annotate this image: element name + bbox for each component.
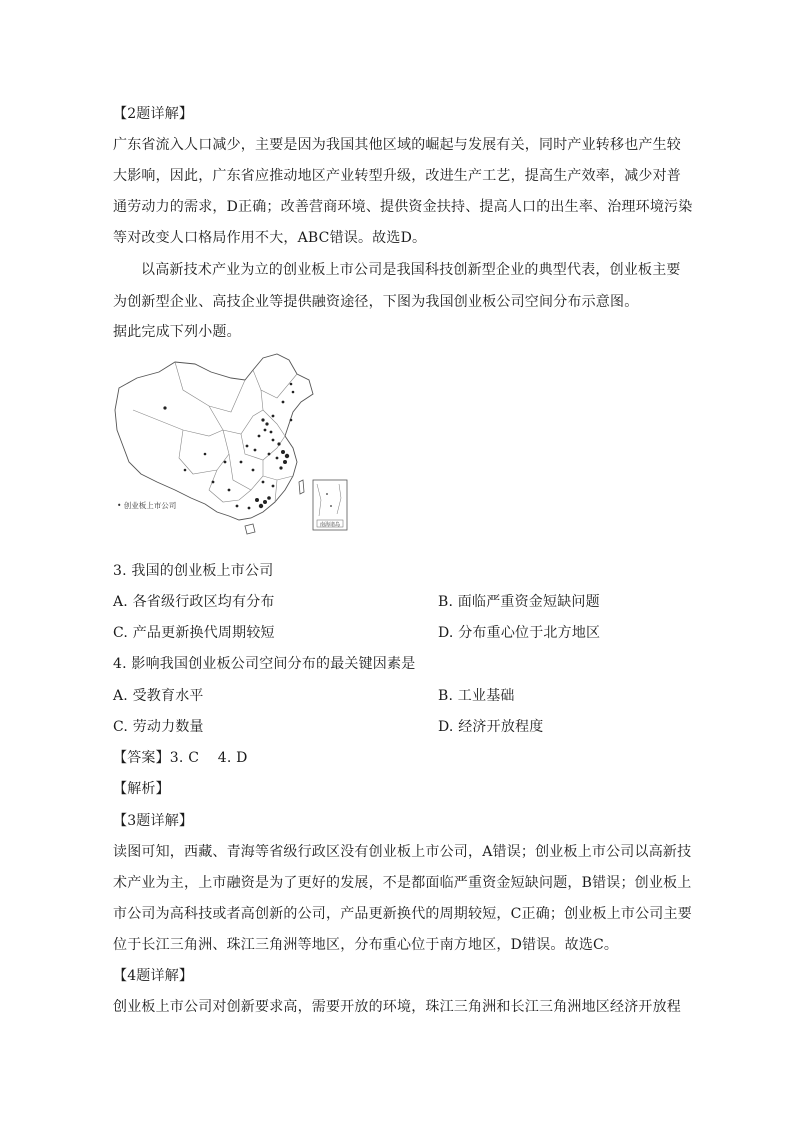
intro-line-3: 据此完成下列小题。 [113,324,241,340]
intro-line-1: 以高新技术产业为立的创业板上市公司是我国科技创新型企业的典型代表，创业板主要 [141,262,681,278]
section3-heading: 【3题详解】 [113,813,194,829]
q4-stem: 4. 影响我国创业板公司空间分布的最关键因素是 [113,656,416,672]
section2-line-2: 大影响，因此，广东省应推动地区产业转型升级，改进生产工艺，提高生产效率，减少对普 [113,168,681,184]
china-map [113,350,353,540]
section4-heading: 【4题详解】 [113,968,194,984]
q4-option-d: D. 经济开放程度 [438,719,544,735]
section4-line-1: 创业板上市公司对创新要求高，需要开放的环境，珠江三角洲和长江三角洲地区经济开放程 [113,999,681,1015]
q4-option-b: B. 工业基础 [438,688,515,704]
answer-line: 【答案】3. C 4. D [113,750,248,766]
section2-heading: 【2题详解】 [113,106,194,122]
china-outline [115,354,313,520]
q3-option-b: B. 面临严重资金短缺问题 [438,594,600,610]
section2-line-1: 广东省流入人口减少，主要是因为我国其他区域的崛起与发展有关，同时产业转移也产生较 [113,137,681,153]
hainan-island [245,524,255,534]
q3-option-d: D. 分布重心位于北方地区 [438,625,601,641]
q3-option-c: C. 产品更新换代周期较短 [113,625,275,641]
section3-line-3: 市公司为高科技或者高创新的公司，产品更新换代的周期较短，C正确；创业板上市公司主要 [113,906,692,922]
inset-islands [317,484,341,516]
q3-option-a: A. 各省级行政区均有分布 [113,594,275,610]
inset-label: 南海诸岛 [319,522,341,528]
q4-option-c: C. 劳动力数量 [113,719,204,735]
analysis-heading: 【解析】 [113,781,170,797]
section2-line-3: 通劳动力的需求，D正确；改善营商环境、提供资金扶持、提高人口的出生率、治理环境污染 [113,199,693,215]
china-map-figure [113,350,353,540]
section3-line-2: 术产业为主，上市融资是为了更好的发展，不是都面临严重资金短缺问题，B错误；创业板上 [113,875,692,891]
section2-line-4: 等对改变人口格局作用不大，ABC错误。故选D。 [113,230,427,246]
taiwan-island [299,480,304,494]
q4-option-a: A. 受教育水平 [113,688,204,704]
company-dots [163,383,294,510]
intro-line-2: 为创新型企业、高技企业等提供融资途径，下图为我国创业板公司空间分布示意图。 [113,294,639,310]
section3-line-4: 位于长江三角洲、珠江三角洲等地区，分布重心位于南方地区，D错误。故选C。 [113,937,619,953]
map-legend: • 创业板上市公司 [117,501,177,510]
section3-line-1: 读图可知，西藏、青海等省级行政区没有创业板上市公司，A错误；创业板上市公司以高新技 [113,844,692,860]
q3-stem: 3. 我国的创业板上市公司 [113,563,274,579]
